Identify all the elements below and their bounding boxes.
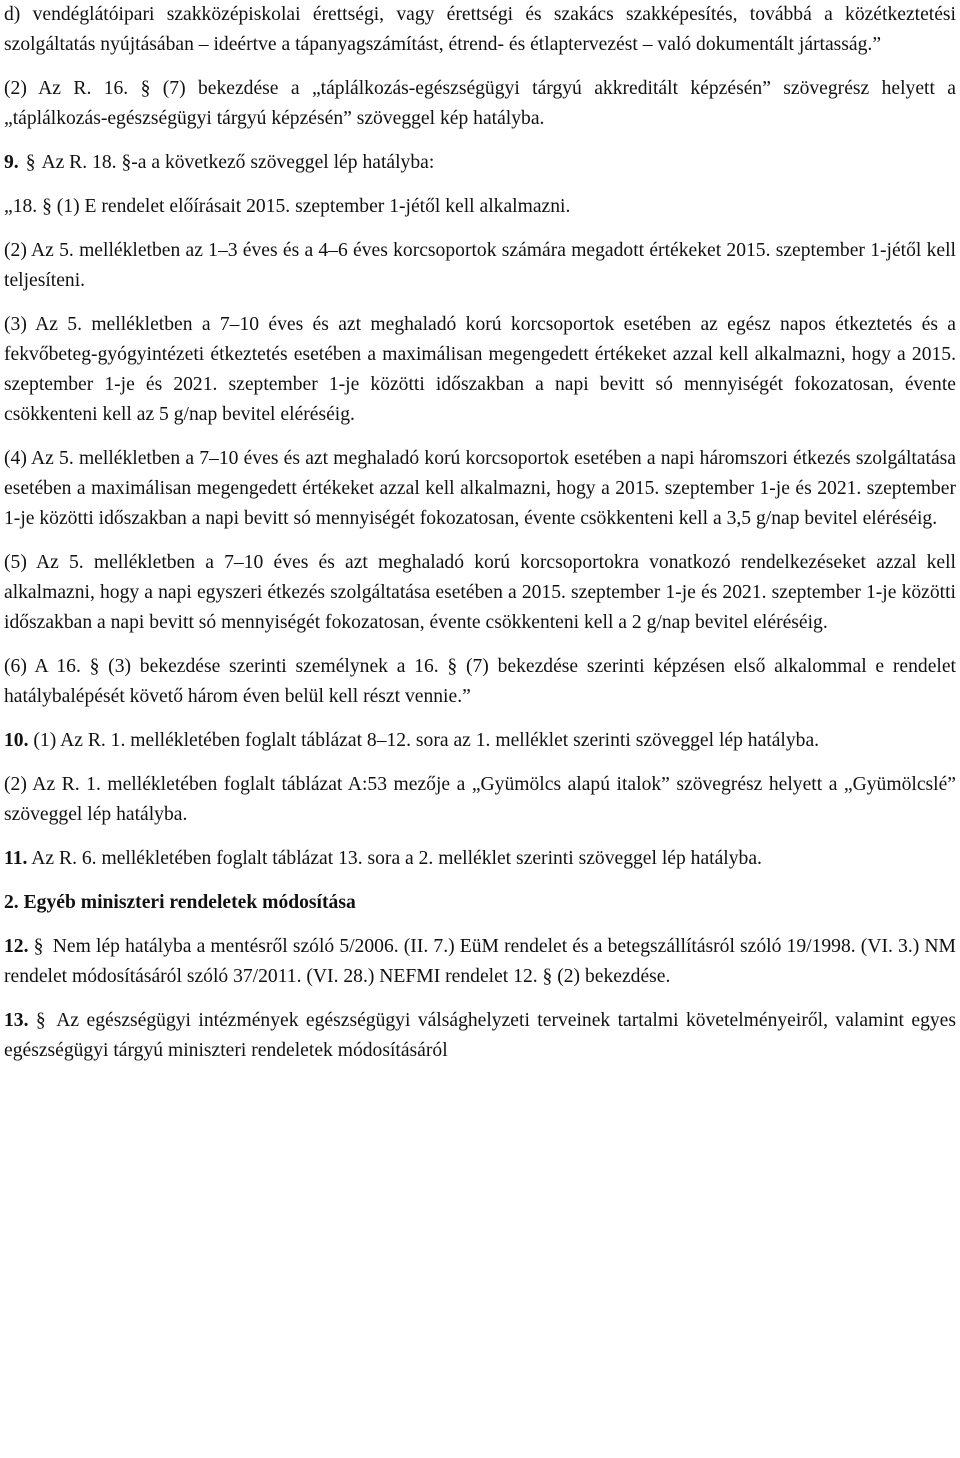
paragraph-text: (2) Az R. 16. § (7) bekezdése a „táplálkozás-egészségügyi tárgyú akkreditált képzésén” szövegrész helyett a „táplálkozás-egészségügyi tárgyú képzésén” szöveggel kép hatályba.	[4, 78, 956, 129]
section-sign-icon: §	[25, 152, 36, 173]
section-number: 10.	[4, 730, 29, 751]
paragraph-18-3	[4, 310, 956, 430]
paragraph-text: (4) Az 5. mellékletben a 7–10 éves és azt meghaladó korú korcsoportok esetében a napi háromszori étkezés szolgáltatása esetében a maximálisan megengedett értékeket azzal kell alkalmazni, hogy a 2015. szeptember 1-je és 2021. szeptember 1-je közötti időszakban a napi bevitt só mennyiségét fokozatosan, évente csökkenteni kell a 3,5 g/nap bevitel eléréséig.	[4, 448, 956, 529]
paragraph-18-6	[4, 652, 956, 712]
paragraph-text: (3) Az 5. mellékletben a 7–10 éves és azt meghaladó korú korcsoportok esetében az egész napos étkeztetés és a fekvőbeteg-gyógyintézeti étkeztetés esetében a maximálisan megengedett értékeket azzal kell alkalmazni, hogy a 2015. szeptember 1-je és 2021. szeptember 1-je közötti időszakban a napi bevitt só mennyiségét fokozatosan, évente csökkenteni kell az 5 g/nap bevitel eléréséig.	[4, 314, 956, 425]
section-number: 13.	[4, 1010, 29, 1031]
section-9	[4, 148, 956, 178]
paragraph-text: „18. § (1) E rendelet előírásait 2015. szeptember 1-jétől kell alkalmazni.	[4, 196, 571, 217]
document-page	[4, 0, 956, 1066]
paragraph-text: Az egészségügyi intézmények egészségügyi válsághelyzeti terveinek tartalmi követelményeiről, valamint egyes egészségügyi tárgyú miniszteri rendeletek módosításáról	[4, 1010, 956, 1061]
paragraph-d-qualification	[4, 0, 956, 60]
paragraph-text: (1) Az R. 1. mellékletében foglalt táblázat 8–12. sora az 1. melléklet szerinti szöveggel lép hatályba.	[33, 730, 820, 751]
paragraph-text: d) vendéglátóipari szakközépiskolai érettségi, vagy érettségi és szakács szakképesítés, továbbá a közétkeztetési szolgáltatás nyújtásában – ideértve a tápanyagszámítást, étrend- és étlaptervezést – való dokumentált jártasság.”	[4, 4, 956, 55]
paragraph-text: (6) A 16. § (3) bekezdése szerinti személynek a 16. § (7) bekezdése szerinti képzésen első alkalommal e rendelet hatálybalépését követő három éven belül kell részt vennie.”	[4, 656, 956, 707]
paragraph-18-5	[4, 548, 956, 638]
heading-other-ministerial-decrees	[4, 888, 956, 918]
paragraph-16-7-amendment	[4, 74, 956, 134]
section-number: 12.	[4, 936, 29, 957]
section-13	[4, 1006, 956, 1066]
heading-text: 2. Egyéb miniszteri rendeletek módosítása	[4, 892, 356, 913]
paragraph-18-1	[4, 192, 956, 222]
paragraph-text: (2) Az 5. mellékletben az 1–3 éves és a 4–6 éves korcsoportok számára megadott értékeket 2015. szeptember 1-jétől kell teljesíteni.	[4, 240, 956, 291]
section-sign-icon: §	[33, 936, 44, 957]
paragraph-18-2	[4, 236, 956, 296]
section-10-2	[4, 770, 956, 830]
paragraph-text: (2) Az R. 1. mellékletében foglalt táblázat A:53 mezője a „Gyümölcs alapú italok” szövegrész helyett a „Gyümölcslé” szöveggel lép hatályba.	[4, 774, 956, 825]
section-12	[4, 932, 956, 992]
paragraph-18-4	[4, 444, 956, 534]
section-10-1	[4, 726, 956, 756]
section-number: 9.	[4, 152, 19, 173]
paragraph-text: Nem lép hatályba a mentésről szóló 5/2006. (II. 7.) EüM rendelet és a betegszállításról szóló 19/1998. (VI. 3.) NM rendelet módosításáról szóló 37/2011. (VI. 28.) NEFMI rendelet 12. § (2) bekezdése.	[4, 936, 956, 987]
paragraph-text: (5) Az 5. mellékletben a 7–10 éves és azt meghaladó korú korcsoportokra vonatkozó rendelkezéseket azzal kell alkalmazni, hogy a napi egyszeri étkezés szolgáltatása esetében a 2015. szeptember 1-je és 2021. szeptember 1-je közötti időszakban a napi bevitt só mennyiségét fokozatosan, évente csökkenteni kell a 2 g/nap bevitel eléréséig.	[4, 552, 956, 633]
paragraph-text: Az R. 18. §-a a következő szöveggel lép hatályba:	[41, 152, 435, 173]
paragraph-text: Az R. 6. mellékletében foglalt táblázat 13. sora a 2. melléklet szerinti szöveggel lép hatályba.	[31, 848, 762, 869]
section-number: 11.	[4, 848, 28, 869]
section-11	[4, 844, 956, 874]
section-sign-icon: §	[35, 1010, 46, 1031]
